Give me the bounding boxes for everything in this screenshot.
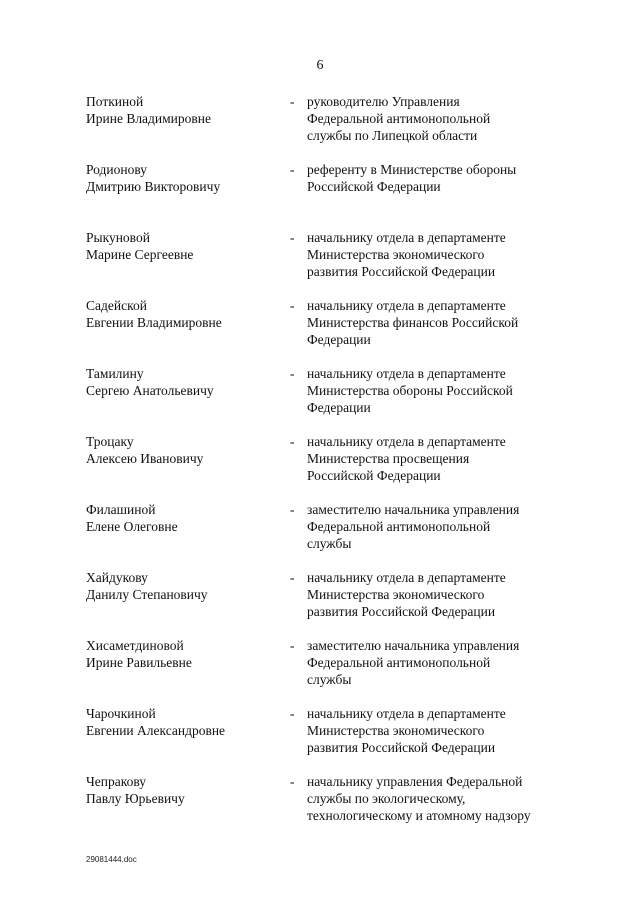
appointment-list <box>0 93 640 841</box>
person-name <box>86 433 286 467</box>
given-names: Ирине Равильевне <box>86 655 192 670</box>
person-name <box>86 705 286 739</box>
dash-separator: - <box>290 774 295 789</box>
position-title <box>307 433 567 484</box>
dash-separator: - <box>290 298 295 313</box>
position-line: Федерации <box>307 332 371 347</box>
person-name <box>86 773 286 807</box>
surname: Садейской <box>86 298 147 313</box>
list-item <box>0 229 640 297</box>
list-item <box>0 365 640 433</box>
given-names: Ирине Владимировне <box>86 111 212 126</box>
position-line: службы <box>307 536 352 551</box>
position-line: заместителю начальника управления <box>307 502 520 517</box>
page-number: 6 <box>316 58 324 73</box>
position-line: развития Российской Федерации <box>307 604 496 619</box>
dash-separator: - <box>290 366 295 381</box>
position-line: начальнику отдела в департаменте <box>307 570 506 585</box>
position-line: начальнику отдела в департаменте <box>307 706 506 721</box>
position-line: Федеральной антимонопольной <box>307 519 491 534</box>
given-names: Павлу Юрьевичу <box>86 791 185 806</box>
position-line: Российской Федерации <box>307 468 441 483</box>
position-line: службы <box>307 672 352 687</box>
dash-separator: - <box>290 230 295 245</box>
dash-separator: - <box>290 162 295 177</box>
document-filename: 29081444.doc <box>86 855 137 864</box>
position-line: Федеральной антимонопольной <box>307 111 491 126</box>
position-line: Министерства финансов Российской <box>307 315 519 330</box>
given-names: Данилу Степановичу <box>86 587 208 602</box>
position-line: Федерации <box>307 400 371 415</box>
dash-separator: - <box>290 94 295 109</box>
position-line: службы по экологическому, <box>307 791 466 806</box>
position-title <box>307 229 567 280</box>
given-names: Алексею Ивановичу <box>86 451 204 466</box>
surname: Тамилину <box>86 366 144 381</box>
position-title <box>307 93 567 144</box>
given-names: Елене Олеговне <box>86 519 178 534</box>
position-line: начальнику отдела в департаменте <box>307 230 506 245</box>
person-name <box>86 161 286 195</box>
surname: Хайдукову <box>86 570 148 585</box>
position-line: Министерства экономического <box>307 247 485 262</box>
person-name <box>86 569 286 603</box>
list-item <box>0 569 640 637</box>
dash-separator: - <box>290 706 295 721</box>
position-line: начальнику управления Федеральной <box>307 774 523 789</box>
position-line: развития Российской Федерации <box>307 740 496 755</box>
given-names: Дмитрию Викторовичу <box>86 179 221 194</box>
position-line: начальнику отдела в департаменте <box>307 298 506 313</box>
given-names: Евгении Александровне <box>86 723 226 738</box>
position-line: Министерства экономического <box>307 723 485 738</box>
list-item <box>0 705 640 773</box>
position-line: развития Российской Федерации <box>307 264 496 279</box>
position-line: службы по Липецкой области <box>307 128 478 143</box>
surname: Филашиной <box>86 502 156 517</box>
surname: Рыкуновой <box>86 230 150 245</box>
position-title <box>307 297 567 348</box>
dash-separator: - <box>290 434 295 449</box>
position-line: Федеральной антимонопольной <box>307 655 491 670</box>
position-line: заместителю начальника управления <box>307 638 520 653</box>
list-item <box>0 501 640 569</box>
position-title <box>307 501 567 552</box>
dash-separator: - <box>290 638 295 653</box>
surname: Чепракову <box>86 774 147 789</box>
surname: Поткиной <box>86 94 144 109</box>
surname: Троцаку <box>86 434 134 449</box>
position-title <box>307 365 567 416</box>
position-title <box>307 569 567 620</box>
given-names: Евгении Владимировне <box>86 315 222 330</box>
position-line: референту в Министерстве обороны <box>307 162 517 177</box>
person-name <box>86 365 286 399</box>
position-title <box>307 705 567 756</box>
surname: Чарочкиной <box>86 706 156 721</box>
list-item <box>0 297 640 365</box>
person-name <box>86 229 286 263</box>
position-line: Министерства обороны Российской <box>307 383 513 398</box>
person-name <box>86 501 286 535</box>
position-line: Министерства экономического <box>307 587 485 602</box>
surname: Хисаметдиновой <box>86 638 184 653</box>
list-item <box>0 773 640 841</box>
person-name <box>86 297 286 331</box>
list-item <box>0 637 640 705</box>
person-name <box>86 637 286 671</box>
position-line: руководителю Управления <box>307 94 460 109</box>
position-title <box>307 637 567 688</box>
dash-separator: - <box>290 570 295 585</box>
list-item <box>0 433 640 501</box>
position-line: начальнику отдела в департаменте <box>307 434 506 449</box>
position-line: Российской Федерации <box>307 179 441 194</box>
list-item <box>0 93 640 161</box>
position-title <box>307 773 567 824</box>
position-line: технологическому и атомному надзору <box>307 808 531 823</box>
position-title <box>307 161 567 195</box>
given-names: Марине Сергеевне <box>86 247 194 262</box>
list-item <box>0 161 640 229</box>
position-line: Министерства просвещения <box>307 451 470 466</box>
dash-separator: - <box>290 502 295 517</box>
given-names: Сергею Анатольевичу <box>86 383 214 398</box>
person-name <box>86 93 286 127</box>
position-line: начальнику отдела в департаменте <box>307 366 506 381</box>
surname: Родионову <box>86 162 148 177</box>
